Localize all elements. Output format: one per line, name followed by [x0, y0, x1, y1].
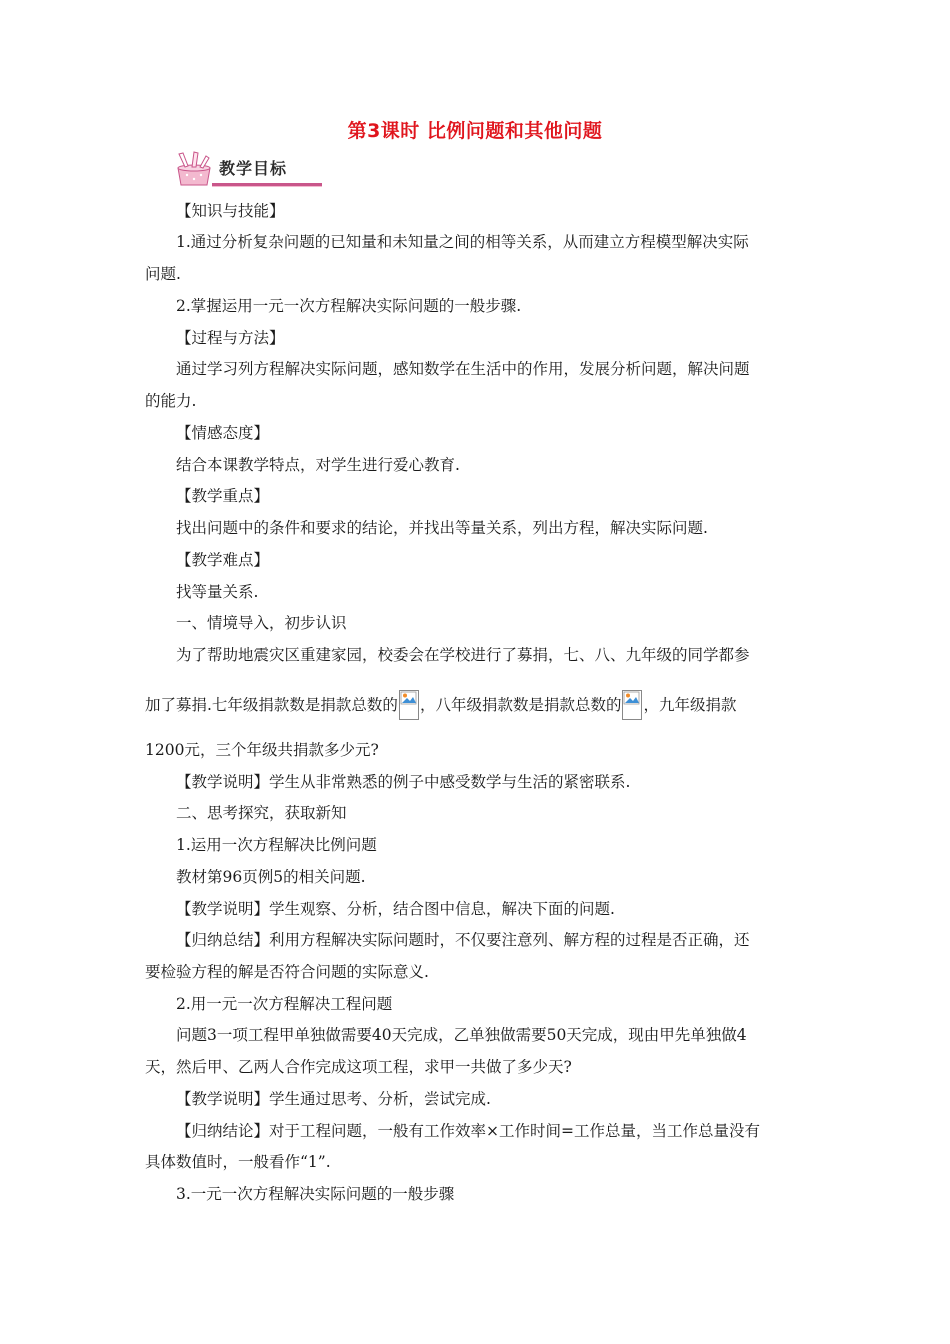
- paragraph-line: 为了帮助地震灾区重建家园，校委会在学校进行了募捐，七、八、九年级的同学都参: [176, 646, 750, 664]
- heading-key-points: 【教学重点】: [176, 487, 270, 505]
- summary-note: 【归纳总结】利用方程解决实际问题时，不仅要注意列、解方程的过程是否正确，还: [176, 931, 750, 949]
- paragraph-line: 问题3一项工程甲单独做需要40天完成，乙单独做需要50天完成，现由甲先单独做4: [176, 1026, 747, 1044]
- paragraph-line: 问题.: [145, 265, 181, 283]
- teaching-note: 【教学说明】学生观察、分析，结合图中信息，解决下面的问题.: [176, 900, 615, 918]
- heading-knowledge-skills: 【知识与技能】: [176, 202, 285, 220]
- paragraph-line: 的能力.: [145, 392, 197, 410]
- section-heading: 一、情境导入，初步认识: [176, 614, 347, 632]
- paragraph-line: 找出问题中的条件和要求的结论，并找出等量关系，列出方程，解决实际问题.: [176, 519, 708, 537]
- heading-attitude: 【情感态度】: [176, 424, 270, 442]
- teaching-note: 【教学说明】学生通过思考、分析，尝试完成.: [176, 1090, 491, 1108]
- paragraph-line: 通过学习列方程解决实际问题，感知数学在生活中的作用，发展分析问题，解决问题: [176, 360, 750, 378]
- paragraph-line: 具体数值时，一般看作“1”.: [145, 1153, 331, 1171]
- paragraph-line: 天，然后甲、乙两人合作完成这项工程，求甲一共做了多少天?: [145, 1058, 572, 1076]
- text-segment: 加了募捐.七年级捐款数是捐款总数的: [145, 696, 398, 714]
- teaching-note: 【教学说明】学生从非常熟悉的例子中感受数学与生活的紧密联系.: [176, 773, 631, 791]
- fraction-image-icon: [399, 690, 419, 720]
- paragraph-line: 2.掌握运用一元一次方程解决实际问题的一般步骤.: [176, 297, 522, 315]
- subsection-heading: 1.运用一次方程解决比例问题: [176, 836, 377, 854]
- heading-difficulties: 【教学难点】: [176, 551, 270, 569]
- heading-process-methods: 【过程与方法】: [176, 329, 285, 347]
- paragraph-line: 找等量关系.: [176, 583, 259, 601]
- text-segment: ，八年级捐款数是捐款总数的: [419, 696, 622, 714]
- subsection-heading: 3.一元一次方程解决实际问题的一般步骤: [176, 1185, 455, 1203]
- paragraph-line: 结合本课教学特点，对学生进行爱心教育.: [176, 456, 460, 474]
- section-heading: 二、思考探究，获取新知: [176, 804, 347, 822]
- section-badge: [172, 150, 324, 188]
- paragraph-line-with-fractions: [145, 690, 736, 720]
- section-badge-label: 教学目标: [219, 159, 288, 178]
- paragraph-line: 要检验方程的解是否符合问题的实际意义.: [145, 963, 429, 981]
- conclusion-note: 【归纳结论】对于工程问题，一般有工作效率×工作时间=工作总量，当工作总量没有: [176, 1122, 760, 1140]
- paragraph-line: 1200元，三个年级共捐款多少元?: [145, 741, 379, 759]
- paragraph-line: 教材第96页例5的相关问题.: [176, 868, 366, 886]
- paragraph-line: 1.通过分析复杂问题的已知量和未知量之间的相等关系，从而建立方程模型解决实际: [176, 233, 749, 251]
- page-title: 第3课时 比例问题和其他问题: [347, 120, 603, 142]
- subsection-heading: 2.用一元一次方程解决工程问题: [176, 995, 393, 1013]
- text-segment: ，九年级捐款: [643, 696, 737, 714]
- fraction-image-icon: [622, 690, 642, 720]
